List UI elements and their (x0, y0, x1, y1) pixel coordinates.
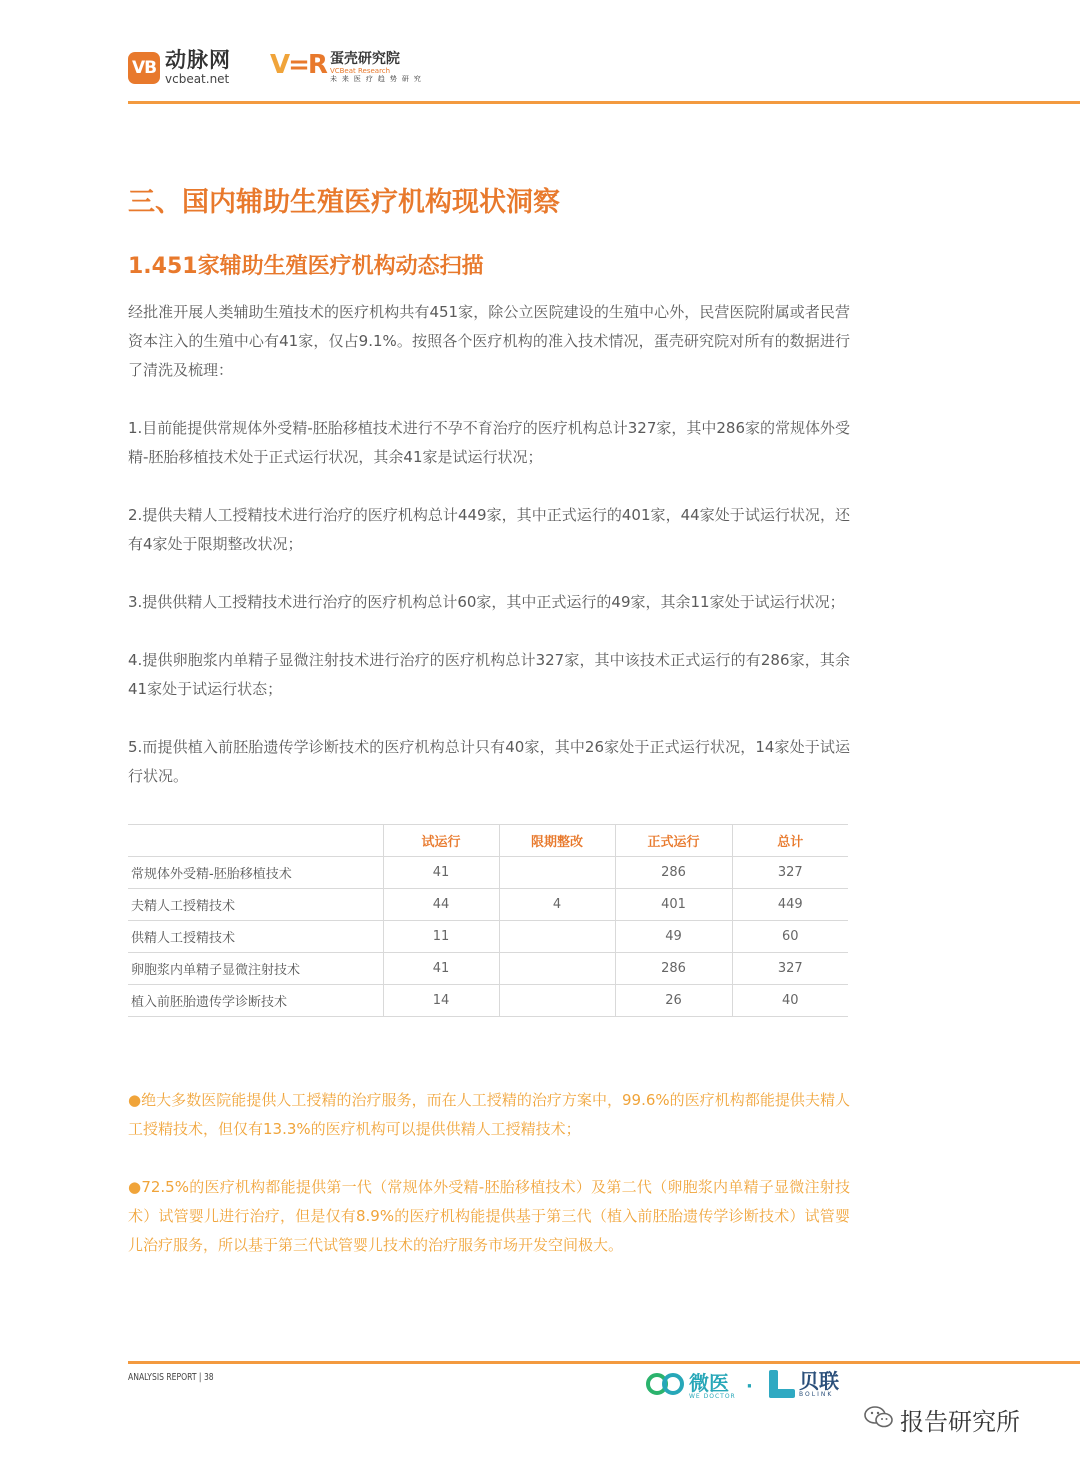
list-item-5: 5.而提供植入前胚胎遗传学诊断技术的医疗机构总计只有40家，其中26家处于正式运行状况，14家处于试运行状况。 (128, 738, 850, 785)
table-cell: 401 (615, 889, 732, 921)
table-cell (499, 857, 615, 889)
header-divider (128, 101, 1080, 104)
vcbeat-name: 动脉网 (165, 48, 231, 72)
table-cell: 41 (383, 953, 499, 985)
wedoctor-logo (645, 1370, 736, 1403)
table-cell: 26 (615, 985, 732, 1017)
table-cell: 14 (383, 985, 499, 1017)
table-cell: 44 (383, 889, 499, 921)
vcbeat-logo (128, 50, 231, 85)
table-cell: 327 (732, 953, 848, 985)
intro-paragraph: 经批准开展人类辅助生殖技术的医疗机构共有451家，除公立医院建设的生殖中心外，民营医院附属或者民营资本注入的生殖中心有41家，仅占9.1%。按照各个医疗机构的准入技术情况，蛋壳研究院对所有的数据进行了清洗及梳理： (128, 303, 850, 379)
table-cell: 41 (383, 857, 499, 889)
vcbeat-url: vcbeat.net (165, 72, 230, 86)
list-item-2: 2.提供夫精人工授精技术进行治疗的医疗机构总计449家，其中正式运行的401家，44家处于试运行状况，还有4家处于限期整改状况； (128, 506, 850, 553)
table-header-cell: 总计 (732, 825, 848, 857)
table-row (128, 889, 848, 921)
table-cell: 常规体外受精-胚胎移植技术 (128, 857, 383, 889)
wedoctor-icon (645, 1370, 685, 1403)
table-cell: 60 (732, 921, 848, 953)
table-cell (499, 985, 615, 1017)
table-row (128, 857, 848, 889)
highlight-point-2: ●72.5%的医疗机构都能提供第一代（常规体外受精-胚胎移植技术）及第二代（卵胞浆内单精子显微注射技术）试管婴儿进行治疗，但是仅有8.9%的医疗机构能提供基于第三代（植入前胚胎遗传学诊断技术）试管婴儿治疗服务，所以基于第三代试管婴儿技术的治疗服务市场开发空间极大。 (128, 1178, 850, 1254)
footer-divider (128, 1361, 1080, 1364)
list-item-3: 3.提供供精人工授精技术进行治疗的医疗机构总计60家，其中正式运行的49家，其余11家处于试运行状况； (128, 593, 845, 611)
table-cell: 供精人工授精技术 (128, 921, 383, 953)
table-header-cell: 正式运行 (615, 825, 732, 857)
watermark (864, 1402, 1020, 1437)
vbr-en-name: VCBeat Research (329, 67, 391, 75)
wedoctor-name: 微医 (689, 1371, 729, 1395)
table-cell: 40 (732, 985, 848, 1017)
table-header-cell (128, 825, 383, 857)
vbr-slogan: 未来医疗趋势研究 (329, 75, 426, 83)
table-cell: 449 (732, 889, 848, 921)
table-header-cell: 限期整改 (499, 825, 615, 857)
table-cell: 286 (615, 857, 732, 889)
wechat-icon (864, 1405, 894, 1435)
list-item-1: 1.目前能提供常规体外受精-胚胎移植技术进行不孕不育治疗的医疗机构总计327家，其中286家的常规体外受精-胚胎移植技术处于正式运行状况，其余41家是试运行状况； (128, 419, 850, 466)
table-cell: 4 (499, 889, 615, 921)
table-cell: 286 (615, 953, 732, 985)
section-title: 三、国内辅助生殖医疗机构现状洞察 (128, 187, 560, 218)
table-header-cell: 试运行 (383, 825, 499, 857)
table-cell: 卵胞浆内单精子显微注射技术 (128, 953, 383, 985)
vb-badge: VB (128, 52, 160, 84)
table-cell: 49 (615, 921, 732, 953)
page-footer-label: ANALYSIS REPORT | 38 (128, 1372, 214, 1383)
vcbeat-research-logo (270, 52, 426, 83)
table-row (128, 921, 848, 953)
bolink-logo (769, 1370, 839, 1398)
table-cell: 11 (383, 921, 499, 953)
institution-table (128, 824, 848, 1017)
bolink-en: BOLINK (799, 1390, 834, 1398)
highlight-point-1: ●绝大多数医院能提供人工授精的治疗服务，而在人工授精的治疗方案中，99.6%的医疗机构都能提供夫精人工授精技术，但仅有13.3%的医疗机构可以提供供精人工授精技术； (128, 1091, 850, 1138)
bolink-name: 贝联 (799, 1368, 839, 1393)
table-row (128, 985, 848, 1017)
wedoctor-en: WE DOCTOR (689, 1393, 736, 1400)
list-item-4: 4.提供卵胞浆内单精子显微注射技术进行治疗的医疗机构总计327家，其中该技术正式运行的有286家，其余41家处于试运行状态； (128, 651, 850, 698)
vbr-mark: V=R (270, 50, 326, 80)
table-row (128, 953, 848, 985)
bolink-icon (769, 1370, 795, 1398)
table-cell: 327 (732, 857, 848, 889)
watermark-text: 报告研究所 (900, 1408, 1020, 1436)
vbr-name: 蛋壳研究院 (329, 51, 400, 67)
table-cell: 植入前胚胎遗传学诊断技术 (128, 985, 383, 1017)
sub-title: 1.451家辅助生殖医疗机构动态扫描 (128, 254, 484, 279)
table-cell: 夫精人工授精技术 (128, 889, 383, 921)
logo-separator: · (746, 1376, 753, 1397)
table-cell (499, 953, 615, 985)
table-header-row (128, 825, 848, 857)
table-cell (499, 921, 615, 953)
